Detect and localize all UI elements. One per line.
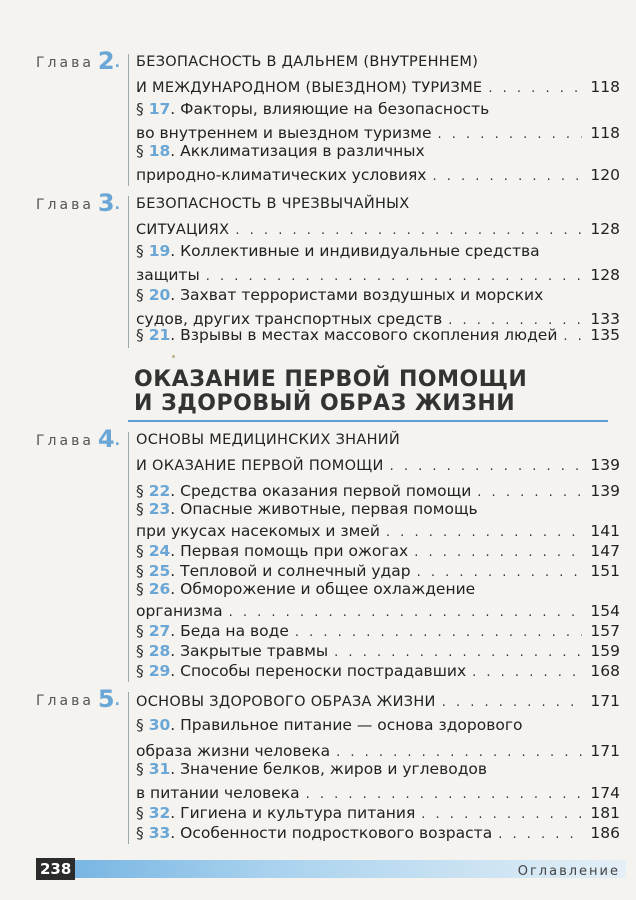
chapter-number: 3 bbox=[97, 189, 115, 217]
section-number: 26 bbox=[148, 580, 171, 598]
section-title: во внутреннем и выездном туризме bbox=[136, 124, 432, 142]
section-title: в питании человека bbox=[136, 784, 300, 802]
chapter-title-line bbox=[136, 194, 410, 214]
section-sign: § bbox=[136, 824, 144, 842]
section-sign: § bbox=[136, 716, 144, 734]
section-text: § 31. Значение белков, жиров и углеводов bbox=[136, 760, 488, 778]
section-text bbox=[136, 124, 432, 142]
section-page-number: 141 bbox=[590, 522, 620, 540]
section-line[interactable] bbox=[136, 740, 620, 760]
leader-dots bbox=[472, 666, 582, 680]
section-line[interactable] bbox=[136, 600, 620, 620]
leader-dots bbox=[306, 788, 582, 802]
leader-dots bbox=[206, 270, 582, 284]
chapter-title-text: И ОКАЗАНИЕ ПЕРВОЙ ПОМОЩИ bbox=[136, 458, 384, 474]
leader-dots bbox=[477, 486, 582, 500]
section-page-number: 168 bbox=[590, 662, 620, 680]
section-page-number: 120 bbox=[590, 166, 620, 184]
section-line[interactable] bbox=[136, 324, 620, 344]
section-text: § 33. Особенности подросткового возраста bbox=[136, 824, 493, 842]
section-text bbox=[136, 602, 223, 620]
section-number: 31 bbox=[148, 760, 171, 778]
section-number: 33 bbox=[148, 824, 171, 842]
chapter-vertical-rule bbox=[128, 196, 129, 348]
part-heading-rule bbox=[128, 420, 608, 422]
section-line[interactable] bbox=[136, 164, 620, 184]
chapter-title-text: СИТУАЦИЯХ bbox=[136, 222, 230, 238]
section-page-number: 139 bbox=[590, 482, 620, 500]
section-sign: § bbox=[136, 562, 144, 580]
section-text: § 30. Правильное питание — основа здорового bbox=[136, 716, 523, 734]
section-sign: § bbox=[136, 542, 144, 560]
section-text: § 21. Взрывы в местах массового скопления людей bbox=[136, 326, 558, 344]
section-text: § 25. Тепловой и солнечный удар bbox=[136, 562, 411, 580]
chapter-title-line bbox=[136, 430, 400, 450]
section-text bbox=[136, 266, 200, 284]
leader-dots bbox=[229, 606, 582, 620]
section-text: § 26. Обморожение и общее охлаждение bbox=[136, 580, 476, 598]
section-title: Средства оказания первой помощи bbox=[180, 482, 472, 500]
section-line[interactable] bbox=[136, 264, 620, 284]
section-text: § 32. Гигиена и культура питания bbox=[136, 804, 416, 822]
leader-dots bbox=[336, 746, 582, 760]
section-line[interactable] bbox=[136, 802, 620, 822]
leader-dots bbox=[414, 546, 582, 560]
chapter-dot: . bbox=[114, 433, 123, 449]
section-sign: § bbox=[136, 100, 144, 118]
section-number: 20 bbox=[148, 286, 171, 304]
chapter-title-text: ОСНОВЫ МЕДИЦИНСКИХ ЗНАНИЙ bbox=[136, 432, 401, 448]
chapter-dot: . bbox=[114, 197, 123, 213]
leader-dots bbox=[390, 460, 582, 474]
leader-dots bbox=[442, 696, 582, 710]
section-text: § 20. Захват террористами воздушных и морских bbox=[136, 286, 544, 304]
section-number: 24 bbox=[148, 542, 171, 560]
chapter-number: 4 bbox=[97, 425, 115, 453]
section-page-number: 171 bbox=[590, 742, 620, 760]
section-page-number: 135 bbox=[590, 326, 620, 344]
section-title: Факторы, влияющие на безопасность bbox=[180, 100, 490, 118]
section-text: § 18. Акклиматизация в различных bbox=[136, 142, 425, 160]
chapter-word: Глава bbox=[36, 197, 94, 213]
chapter-number: 2 bbox=[97, 47, 115, 75]
leader-dots bbox=[498, 828, 582, 842]
section-page-number: 133 bbox=[590, 310, 620, 328]
section-sign: § bbox=[136, 662, 144, 680]
section-title: защиты bbox=[136, 266, 200, 284]
section-line[interactable] bbox=[136, 760, 487, 780]
section-text: § 22. Средства оказания первой помощи bbox=[136, 482, 472, 500]
chapter-label bbox=[36, 189, 123, 217]
chapter-title-line bbox=[136, 52, 478, 72]
chapter-page-number: 139 bbox=[590, 456, 620, 474]
section-text: § 28. Закрытые травмы bbox=[136, 642, 329, 660]
section-number: 25 bbox=[148, 562, 171, 580]
section-sign: § bbox=[136, 482, 144, 500]
section-line[interactable] bbox=[136, 480, 620, 500]
section-number: 21 bbox=[148, 326, 171, 344]
section-title: организма bbox=[136, 602, 223, 620]
part-title-line-1: ОКАЗАНИЕ ПЕРВОЙ ПОМОЩИ bbox=[134, 367, 528, 392]
section-page-number: 181 bbox=[590, 804, 620, 822]
section-number: 30 bbox=[148, 716, 171, 734]
section-number: 27 bbox=[148, 622, 171, 640]
leader-dots bbox=[386, 526, 582, 540]
section-title: Акклиматизация в различных bbox=[180, 142, 425, 160]
section-title: при укусах насекомых и змей bbox=[136, 522, 380, 540]
section-title: судов, других транспортных средств bbox=[136, 310, 443, 328]
chapter-label bbox=[36, 47, 123, 75]
section-title: Взрывы в местах массового скопления людей bbox=[180, 326, 558, 344]
section-page-number: 151 bbox=[590, 562, 620, 580]
section-line[interactable] bbox=[136, 660, 620, 680]
section-line[interactable] bbox=[136, 580, 475, 600]
leader-dots bbox=[488, 82, 582, 96]
leader-dots bbox=[417, 566, 582, 580]
section-title: Захват террористами воздушных и морских bbox=[180, 286, 544, 304]
section-page-number: 174 bbox=[590, 784, 620, 802]
section-line[interactable] bbox=[136, 782, 620, 802]
chapter-title-text: БЕЗОПАСНОСТЬ В ДАЛЬНЕМ (ВНУТРЕННЕМ) bbox=[136, 54, 479, 70]
section-line[interactable] bbox=[136, 100, 489, 120]
chapter-dot: . bbox=[114, 55, 123, 71]
leader-dots bbox=[235, 224, 582, 238]
section-page-number: 186 bbox=[590, 824, 620, 842]
section-title: Правильное питание — основа здорового bbox=[180, 716, 523, 734]
section-page-number: 128 bbox=[590, 266, 620, 284]
section-line[interactable] bbox=[136, 122, 620, 142]
section-page-number: 147 bbox=[590, 542, 620, 560]
section-line[interactable] bbox=[136, 560, 620, 580]
chapter-page-number: 128 bbox=[590, 220, 620, 238]
section-page-number: 154 bbox=[590, 602, 620, 620]
page-number: 238 bbox=[36, 858, 75, 880]
section-line[interactable] bbox=[136, 716, 522, 736]
section-sign: § bbox=[136, 760, 144, 778]
section-title: Первая помощь при ожогах bbox=[180, 542, 409, 560]
section-text bbox=[136, 166, 426, 184]
section-line[interactable] bbox=[136, 142, 425, 162]
section-sign: § bbox=[136, 286, 144, 304]
section-sign: § bbox=[136, 142, 144, 160]
section-line[interactable] bbox=[136, 822, 620, 842]
section-text: § 27. Беда на воде bbox=[136, 622, 289, 640]
chapter-page-number: 171 bbox=[590, 692, 620, 710]
section-title: Гигиена и культура питания bbox=[180, 804, 416, 822]
chapter-label bbox=[36, 425, 123, 453]
section-text bbox=[136, 522, 380, 540]
chapter-title-line bbox=[136, 218, 620, 238]
section-title: природно-климатических условиях bbox=[136, 166, 427, 184]
leader-dots bbox=[438, 128, 582, 142]
section-text: § 17. Факторы, влияющие на безопасность bbox=[136, 100, 490, 118]
section-line[interactable] bbox=[136, 520, 620, 540]
section-page-number: 157 bbox=[590, 622, 620, 640]
section-sign: § bbox=[136, 242, 144, 260]
chapter-word: Глава bbox=[36, 693, 94, 709]
section-line[interactable] bbox=[136, 286, 543, 306]
section-number: 17 bbox=[148, 100, 171, 118]
section-sign: § bbox=[136, 500, 144, 518]
section-line[interactable] bbox=[136, 620, 620, 640]
section-text bbox=[136, 784, 300, 802]
chapter-vertical-rule bbox=[128, 692, 129, 844]
section-title: Способы переноски пострадавших bbox=[180, 662, 467, 680]
chapter-dot: . bbox=[114, 693, 123, 709]
section-sign: § bbox=[136, 326, 144, 344]
chapter-title-text: И МЕЖДУНАРОДНОМ (ВЫЕЗДНОМ) ТУРИЗМЕ bbox=[136, 80, 483, 96]
section-number: 29 bbox=[148, 662, 171, 680]
section-number: 18 bbox=[148, 142, 171, 160]
section-text: § 23. Опасные животные, первая помощь bbox=[136, 500, 478, 518]
section-text: § 29. Способы переноски пострадавших bbox=[136, 662, 467, 680]
section-number: 32 bbox=[148, 804, 171, 822]
section-number: 22 bbox=[148, 482, 171, 500]
section-title: Особенности подросткового возраста bbox=[180, 824, 493, 842]
leader-dots bbox=[563, 330, 582, 344]
section-title: Беда на воде bbox=[180, 622, 289, 640]
section-page-number: 118 bbox=[590, 124, 620, 142]
chapter-title-line bbox=[136, 690, 620, 710]
leader-dots bbox=[421, 808, 582, 822]
part-title-line-2: И ЗДОРОВЫЙ ОБРАЗ ЖИЗНИ bbox=[134, 391, 516, 416]
section-line[interactable] bbox=[136, 500, 478, 520]
section-text: § 19. Коллективные и индивидуальные средства bbox=[136, 242, 540, 260]
section-number: 23 bbox=[148, 500, 171, 518]
section-page-number: 159 bbox=[590, 642, 620, 660]
chapter-page-number: 118 bbox=[590, 78, 620, 96]
section-text: § 24. Первая помощь при ожогах bbox=[136, 542, 409, 560]
chapter-word: Глава bbox=[36, 433, 94, 449]
chapter-title-line bbox=[136, 454, 620, 474]
section-title: Значение белков, жиров и углеводов bbox=[180, 760, 488, 778]
section-line[interactable] bbox=[136, 640, 620, 660]
section-sign: § bbox=[136, 642, 144, 660]
section-title: Закрытые травмы bbox=[180, 642, 329, 660]
section-sign: § bbox=[136, 804, 144, 822]
section-text bbox=[136, 742, 330, 760]
chapter-vertical-rule bbox=[128, 54, 129, 186]
chapter-title-text: ОСНОВЫ ЗДОРОВОГО ОБРАЗА ЖИЗНИ bbox=[136, 694, 436, 710]
section-number: 28 bbox=[148, 642, 171, 660]
chapter-label bbox=[36, 685, 123, 713]
section-title: Тепловой и солнечный удар bbox=[180, 562, 411, 580]
section-title: Коллективные и индивидуальные средства bbox=[180, 242, 540, 260]
chapter-number: 5 bbox=[97, 685, 115, 713]
footer-section-label: Оглавление bbox=[517, 864, 620, 879]
chapter-word: Глава bbox=[36, 55, 94, 71]
section-line[interactable] bbox=[136, 242, 540, 262]
chapter-vertical-rule bbox=[128, 432, 129, 682]
section-title: Опасные животные, первая помощь bbox=[180, 500, 478, 518]
chapter-title-text: БЕЗОПАСНОСТЬ В ЧРЕЗВЫЧАЙНЫХ bbox=[136, 196, 410, 212]
print-speck bbox=[172, 355, 175, 358]
section-sign: § bbox=[136, 580, 144, 598]
chapter-title-line bbox=[136, 76, 620, 96]
leader-dots bbox=[295, 626, 582, 640]
section-line[interactable] bbox=[136, 540, 620, 560]
section-title: образа жизни человека bbox=[136, 742, 331, 760]
leader-dots bbox=[334, 646, 582, 660]
leader-dots bbox=[432, 170, 582, 184]
section-sign: § bbox=[136, 622, 144, 640]
section-title: Обморожение и общее охлаждение bbox=[180, 580, 476, 598]
section-number: 19 bbox=[148, 242, 171, 260]
